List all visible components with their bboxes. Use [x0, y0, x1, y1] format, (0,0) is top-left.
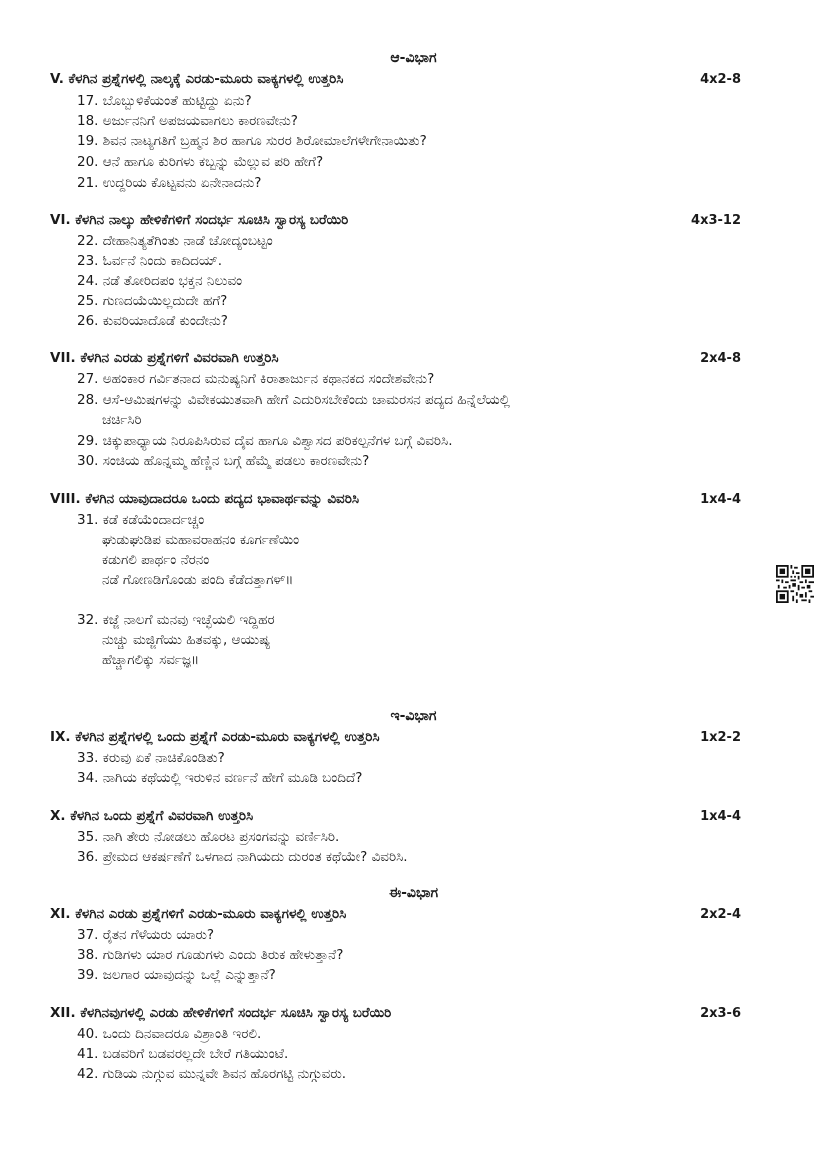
question-19: 19. ಶಿವನ ನಾಟ್ಯಗತಿಗೆ ಬ್ರಹ್ಮನ ಶಿರ ಹಾಗೂ ಸುರರ ಶಿರೋಮಾಲೆಗಳೇಗೇನಾಯಿತು?	[77, 133, 427, 149]
question-group-heading-vii: VII. ಕೆಳಗಿನ ಎರಡು ಪ್ರಶ್ನೆಗಳಿಗೆ ವಿವರವಾಗಿ ಉತ್ತರಿಸಿ	[50, 350, 279, 366]
question-29: 29. ಚಿಕ್ಕುಪಾಧ್ಯಾಯ ನಿರೂಪಿಸಿರುವ ದೈವ ಹಾಗೂ ವಿಶ್ವಾಸದ ಪರಿಕಲ್ಪನೆಗಳ ಬಗ್ಗೆ ವಿವರಿಸಿ.	[77, 433, 453, 449]
poem-32-line-1: 32. ಕಜ್ಜೆ ನಾಲಗೆ ಮನವು ಇಚ್ಛೆಯಲಿ ಇದ್ದಿಹರ	[77, 612, 275, 628]
poem-31-line-1: 31. ಕಡೆ ಕಡೆಯೆಂದಾರ್ದಚ್ಚಂ	[77, 512, 205, 528]
marks-vii: 2x4-8	[700, 351, 741, 366]
question-17: 17. ಬೊಬ್ಬುಳಿಕೆಯಂತೆ ಹುಟ್ಟಿದ್ದು ಏನು?	[77, 93, 252, 109]
question-group-heading-x: X. ಕೆಳಗಿನ ಒಂದು ಪ್ರಶ್ನೆಗೆ ವಿವರವಾಗಿ ಉತ್ತರಿಸಿ	[50, 808, 254, 824]
question-27: 27. ಅಹಂಕಾರ ಗರ್ವಿತನಾದ ಮನುಷ್ಯನಿಗೆ ಕಿರಾತಾರ್ಜುನ ಕಥಾನಕದ ಸಂದೇಶವೇನು?	[77, 371, 435, 387]
qr-code-icon	[776, 565, 814, 603]
poem-31-line-4: ನಡೆ ಗೋಣಡಿಗೊಂಡು ಪಂದಿ ಕೆಡೆದತ್ತಾಗಳ್॥	[102, 572, 294, 588]
question-23: 23. ಓರ್ವನೆ ನಿಂದು ಕಾದಿದಯ್.	[77, 253, 223, 269]
poem-32-line-2: ನುಚ್ಚು ಮಜ್ಜಿಗೆಯು ಹಿತವಕ್ಕು, ಆಯುಷ್ಯ	[102, 632, 271, 648]
question-35: 35. ನಾಗಿ ತೇರು ನೋಡಲು ಹೊರಟ ಪ್ರಸಂಗವನ್ನು ವರ್ಣಿಸಿರಿ.	[77, 829, 340, 845]
question-24: 24. ನಡೆ ತೋರಿದಪಂ ಭಕ್ತನ ನಿಲುವಂ	[77, 273, 243, 289]
marks-v: 4x2-8	[700, 72, 741, 87]
question-38: 38. ಗುಡಿಗಳು ಯಾರ ಗೂಡುಗಳು ಎಂದು ತಿರುಕ ಹೇಳುತ್ತಾನೆ?	[77, 947, 344, 963]
question-40: 40. ಒಂದು ದಿನವಾದರೂ ವಿಶ್ರಾಂತಿ ಇರಲಿ.	[77, 1026, 262, 1042]
question-28-continued: ಚರ್ಚಿಸಿರಿ	[102, 412, 142, 428]
question-group-heading-viii: VIII. ಕೆಳಗಿನ ಯಾವುದಾದರೂ ಒಂದು ಪದ್ಯದ ಭಾವಾರ್ಥವನ್ನು ವಿವರಿಸಿ	[50, 491, 359, 507]
question-group-heading-ix: IX. ಕೆಳಗಿನ ಪ್ರಶ್ನೆಗಳಲ್ಲಿ ಒಂದು ಪ್ರಶ್ನೆಗೆ ಎರಡು-ಮೂರು ವಾಕ್ಯಗಳಲ್ಲಿ ಉತ್ತರಿಸಿ	[50, 729, 380, 745]
marks-xi: 2x2-4	[700, 907, 741, 922]
question-42: 42. ಗುಡಿಯ ನುಗ್ಗುವ ಮುನ್ನವೇ ಶಿವನ ಹೊರಗಟ್ಟಿ ನುಗ್ಗುವರು.	[77, 1066, 347, 1082]
question-39: 39. ಜಲಗಾರ ಯಾವುದನ್ನು ಒಲ್ಲೆ ಎನ್ನುತ್ತಾನೆ?	[77, 967, 276, 983]
marks-xii: 2x3-6	[700, 1006, 741, 1021]
question-18: 18. ಅರ್ಜುನನಿಗೆ ಅಪಜಯವಾಗಲು ಕಾರಣವೇನು?	[77, 113, 298, 129]
question-28: 28. ಆಸೆ-ಆಮಿಷಗಳನ್ನು ವಿವೇಕಯುತವಾಗಿ ಹೇಗೆ ಎದುರಿಸಬೇಕೆಂದು ಚಾಮರಸನ ಪದ್ಯದ ಹಿನ್ನೆಲೆಯಲ್ಲಿ	[77, 392, 510, 408]
question-group-heading-xi: XI. ಕೆಳಗಿನ ಎರಡು ಪ್ರಶ್ನೆಗಳಿಗೆ ಎರಡು-ಮೂರು ವಾಕ್ಯಗಳಲ್ಲಿ ಉತ್ತರಿಸಿ	[50, 906, 347, 922]
marks-vi: 4x3-12	[691, 213, 741, 228]
question-22: 22. ದೇಹಾನಿತ್ಯತೆಗಿಂತು ನಾಡೆ ಚೋದ್ಯಂಬಟ್ಟಂ	[77, 233, 273, 249]
question-20: 20. ಆನೆ ಹಾಗೂ ಕುರಿಗಳು ಕಬ್ಬನ್ನು ಮೆಲ್ಲುವ ಪರಿ ಹೇಗೆ?	[77, 154, 324, 170]
question-group-heading-xii: XII. ಕೆಳಗಿನವುಗಳಲ್ಲಿ ಎರಡು ಹೇಳಿಕೆಗಳಿಗೆ ಸಂದರ್ಭ ಸೂಚಿಸಿ ಸ್ವಾರಸ್ಯ ಬರೆಯಿರಿ	[50, 1005, 392, 1021]
question-34: 34. ನಾಗಿಯ ಕಥೆಯಲ್ಲಿ ಇರುಳಿನ ವರ್ಣನೆ ಹೇಗೆ ಮೂಡಿ ಬಂದಿದೆ?	[77, 770, 363, 786]
section-title-i: ಇ-ವಿಭಾಗ	[390, 708, 437, 724]
question-33: 33. ಕರುವು ಏಕೆ ನಾಚಿಕೊಂಡಿತು?	[77, 750, 225, 766]
poem-31-line-3: ಕಡುಗಲಿ ಪಾರ್ಥಂ ನೆರನಂ	[102, 552, 210, 568]
poem-31-line-2: ಘುಡುಘುಡಿಪ ಮಹಾವರಾಹನಂ ಕೂರ್ಗಣೆಯಿಂ	[102, 532, 300, 548]
marks-ix: 1x2-2	[700, 730, 741, 745]
question-25: 25. ಗುಣದಯೆಯಿಲ್ಲದುದೇ ಹಗೆ?	[77, 293, 228, 309]
section-title-ii: ಈ-ವಿಭಾಗ	[388, 885, 439, 901]
question-group-heading-vi: VI. ಕೆಳಗಿನ ನಾಲ್ಕು ಹೇಳಿಕೆಗಳಿಗೆ ಸಂದರ್ಭ ಸೂಚಿಸಿ ಸ್ವಾರಸ್ಯ ಬರೆಯಿರಿ	[50, 212, 349, 228]
question-21: 21. ಉದ್ದರಿಯ ಕೊಟ್ಟವನು ಏನೇನಾದನು?	[77, 175, 262, 191]
question-30: 30. ಸಂಚಿಯ ಹೊನ್ನಮ್ಮ ಹೆಣ್ಣಿನ ಬಗ್ಗೆ ಹೆಮ್ಮೆ ಪಡಲು ಕಾರಣವೇನು?	[77, 453, 370, 469]
question-26: 26. ಕುವರಿಯಾದೊಡೆ ಕುಂದೇನು?	[77, 313, 228, 329]
question-36: 36. ಪ್ರೇಮದ ಆಕರ್ಷಣೆಗೆ ಒಳಗಾದ ನಾಗಿಯದು ದುರಂತ ಕಥೆಯೇ? ವಿವರಿಸಿ.	[77, 849, 408, 865]
question-37: 37. ರೈತನ ಗೆಳೆಯರು ಯಾರು?	[77, 927, 215, 943]
marks-x: 1x4-4	[700, 809, 741, 824]
marks-viii: 1x4-4	[700, 492, 741, 507]
question-41: 41. ಬಡವರಿಗೆ ಬಡವರಲ್ಲದೇ ಬೇರೆ ಗತಿಯುಂಟೆ.	[77, 1046, 289, 1062]
section-title-aa: ಆ-ವಿಭಾಗ	[390, 50, 437, 66]
poem-32-line-3: ಹೆಚ್ಚಾಗಲಿಕ್ಕು ಸರ್ವಜ್ಞ॥	[102, 652, 200, 668]
question-group-heading-v: V. ಕೆಳಗಿನ ಪ್ರಶ್ನೆಗಳಲ್ಲಿ ನಾಲ್ಕಕ್ಕೆ ಎರಡು-ಮೂರು ವಾಕ್ಯಗಳಲ್ಲಿ ಉತ್ತರಿಸಿ	[50, 71, 344, 87]
